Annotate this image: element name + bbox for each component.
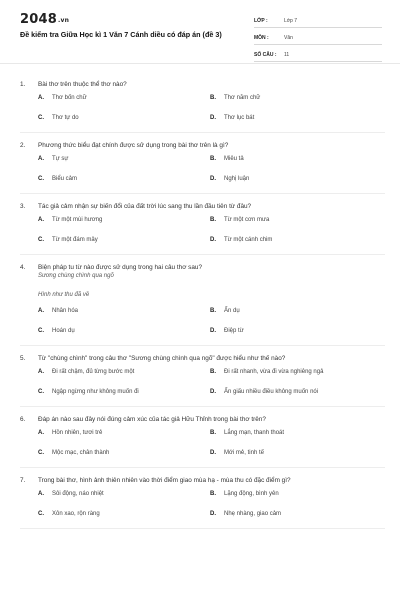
option-letter: B. [210, 430, 216, 436]
answer-option[interactable] [210, 169, 385, 189]
answer-option[interactable] [38, 301, 210, 321]
exam-meta [254, 14, 382, 65]
option-letter: C. [38, 328, 44, 334]
question-list [20, 72, 385, 529]
answer-option[interactable] [210, 382, 385, 402]
question-body: Bài thơ trên thuộc thể thơ nào? [38, 81, 127, 88]
option-letter: C. [38, 176, 44, 182]
option-letter: B. [210, 217, 216, 223]
meta-label: SỐ CÂU : [254, 51, 277, 58]
option-letter: D. [210, 389, 216, 395]
option-letter: B. [210, 156, 216, 162]
answer-option[interactable] [210, 443, 385, 463]
question-text [20, 72, 385, 88]
question-number: 7. [20, 477, 26, 484]
meta-label: LỚP : [254, 17, 268, 24]
answer-option[interactable] [38, 321, 210, 341]
answer-option[interactable] [210, 149, 385, 169]
logo-text: 2048 [20, 12, 57, 27]
option-letter: C. [38, 115, 44, 121]
question-number: 2. [20, 142, 26, 149]
option-text: Hồn nhiên, tươi trẻ [52, 430, 103, 436]
option-text: Mới mẻ, tinh tế [224, 450, 264, 456]
answer-option[interactable] [38, 210, 210, 230]
option-text: Lặng động, bình yên [224, 491, 279, 497]
answer-option[interactable] [38, 230, 210, 250]
answer-option[interactable] [38, 484, 210, 504]
meta-value: Văn [284, 34, 293, 41]
option-letter: A. [38, 308, 44, 314]
option-letter: C. [38, 511, 44, 517]
option-text: Thơ bốn chữ [52, 95, 87, 101]
answer-options [20, 88, 385, 128]
option-text: Nhân hóa [52, 308, 79, 314]
answer-option[interactable] [210, 210, 385, 230]
option-text: Từ một cơn mưa [224, 217, 270, 223]
answer-options [20, 149, 385, 189]
option-letter: D. [210, 511, 216, 517]
question-text [20, 346, 385, 362]
option-text: Xôn xao, rộn ràng [52, 511, 100, 517]
option-text: Từ một đám mây [52, 237, 98, 243]
option-letter: D. [210, 115, 216, 121]
option-text: Từ một mùi hương [52, 217, 103, 223]
option-text: Ẩn dụ [224, 308, 240, 314]
answer-option[interactable] [210, 484, 385, 504]
answer-option[interactable] [210, 423, 385, 443]
quoted-verse: Sương chùng chình qua ngõ [38, 273, 114, 279]
question-text [20, 407, 385, 423]
option-text: Đi rất chậm, đủ từng bước một [52, 369, 135, 375]
option-text: Thơ tự do [52, 115, 79, 121]
option-text: Lắng mạn, thanh thoát [224, 430, 285, 436]
option-text: Điệp từ [224, 328, 244, 334]
page-header [0, 0, 400, 64]
option-text: Thơ năm chữ [224, 95, 261, 101]
question-item [20, 346, 385, 407]
page-title: Đề kiểm tra Giữa Học kì 1 Văn 7 Cánh diều có đáp án (đề 3) [20, 30, 222, 39]
answer-option[interactable] [210, 362, 385, 382]
question-text [20, 255, 385, 271]
answer-option[interactable] [210, 108, 385, 128]
answer-option[interactable] [210, 504, 385, 524]
question-body: Tác giả cảm nhận sự biến đổi của đất trời lúc sang thu lần đầu tiên từ đâu? [38, 203, 252, 210]
option-text: Ngập ngừng như không muốn đi [52, 389, 139, 395]
option-letter: A. [38, 491, 44, 497]
option-letter: D. [210, 450, 216, 456]
question-item [20, 194, 385, 255]
option-letter: A. [38, 156, 44, 162]
option-letter: C. [38, 237, 44, 243]
option-text: Mộc mạc, chân thành [52, 450, 110, 456]
site-logo[interactable] [20, 12, 69, 27]
question-body: Phương thức biểu đạt chính được sử dụng trong bài thơ trên là gì? [38, 142, 229, 149]
answer-options [20, 301, 385, 341]
option-letter: A. [38, 369, 44, 375]
question-text [20, 133, 385, 149]
answer-options [20, 484, 385, 524]
question-text [20, 194, 385, 210]
answer-option[interactable] [38, 169, 210, 189]
option-text: Ẩn giấu nhiều điều không muốn nói [224, 389, 319, 395]
question-body: Biện pháp tu từ nào được sử dụng trong hai câu thơ sau? [38, 264, 203, 271]
answer-option[interactable] [210, 301, 385, 321]
question-number: 6. [20, 416, 26, 423]
answer-options [20, 362, 385, 402]
question-text [20, 468, 385, 484]
answer-option[interactable] [210, 88, 385, 108]
option-text: Thơ lục bát [224, 115, 255, 121]
option-letter: B. [210, 369, 216, 375]
question-number: 4. [20, 264, 26, 271]
option-letter: B. [210, 491, 216, 497]
answer-option[interactable] [38, 504, 210, 524]
meta-row [254, 31, 382, 45]
option-letter: A. [38, 430, 44, 436]
answer-option[interactable] [210, 321, 385, 341]
answer-option[interactable] [38, 108, 210, 128]
option-text: Đi rất nhanh, vừa đi vừa nghiêng ngả [224, 369, 324, 375]
option-text: Biểu cảm [52, 176, 78, 182]
meta-row [254, 48, 382, 62]
question-number: 1. [20, 81, 26, 88]
option-text: Nghị luận [224, 176, 250, 182]
option-letter: B. [210, 308, 216, 314]
question-number: 5. [20, 355, 26, 362]
option-text: Hoán dụ [52, 328, 75, 334]
option-letter: C. [38, 450, 44, 456]
option-letter: C. [38, 389, 44, 395]
question-body: Trong bài thơ, hình ảnh thiên nhiên vào thời điểm giao mùa hạ - mùa thu có đặc điểm gì? [38, 477, 291, 484]
question-item [20, 72, 385, 133]
option-text: Sôi động, náo nhiệt [52, 491, 104, 497]
option-letter: A. [38, 95, 44, 101]
meta-row [254, 14, 382, 28]
answer-options [20, 210, 385, 250]
meta-value: Lớp 7 [284, 17, 298, 24]
answer-option[interactable] [38, 88, 210, 108]
meta-value: 11 [284, 51, 290, 58]
question-item [20, 468, 385, 529]
option-text: Miêu tả [224, 156, 244, 162]
option-letter: A. [38, 217, 44, 223]
logo-suffix: .vn [57, 17, 70, 24]
question-item [20, 407, 385, 468]
option-text: Nhẹ nhàng, giao cảm [224, 511, 282, 517]
option-letter: D. [210, 328, 216, 334]
option-letter: D. [210, 176, 216, 182]
question-item [20, 133, 385, 194]
option-letter: B. [210, 95, 216, 101]
quoted-verse: Hình như thu đã về [38, 292, 90, 298]
answer-options [20, 423, 385, 463]
answer-option[interactable] [38, 362, 210, 382]
answer-option[interactable] [210, 230, 385, 250]
meta-label: MÔN : [254, 34, 269, 41]
answer-option[interactable] [38, 382, 210, 402]
question-number: 3. [20, 203, 26, 210]
option-text: Từ một cánh chim [224, 237, 273, 243]
answer-option[interactable] [38, 423, 210, 443]
question-body: Từ "chùng chình" trong câu thơ "Sương chùng chình qua ngõ" được hiểu như thế nào? [38, 355, 286, 362]
question-body: Đáp án nào sau đây nói đúng cảm xúc của tác giả Hữu Thỉnh trong bài thơ trên? [38, 416, 266, 423]
option-text: Tự sự [52, 156, 69, 162]
question-item [20, 255, 385, 346]
option-letter: D. [210, 237, 216, 243]
answer-option[interactable] [38, 149, 210, 169]
answer-option[interactable] [38, 443, 210, 463]
